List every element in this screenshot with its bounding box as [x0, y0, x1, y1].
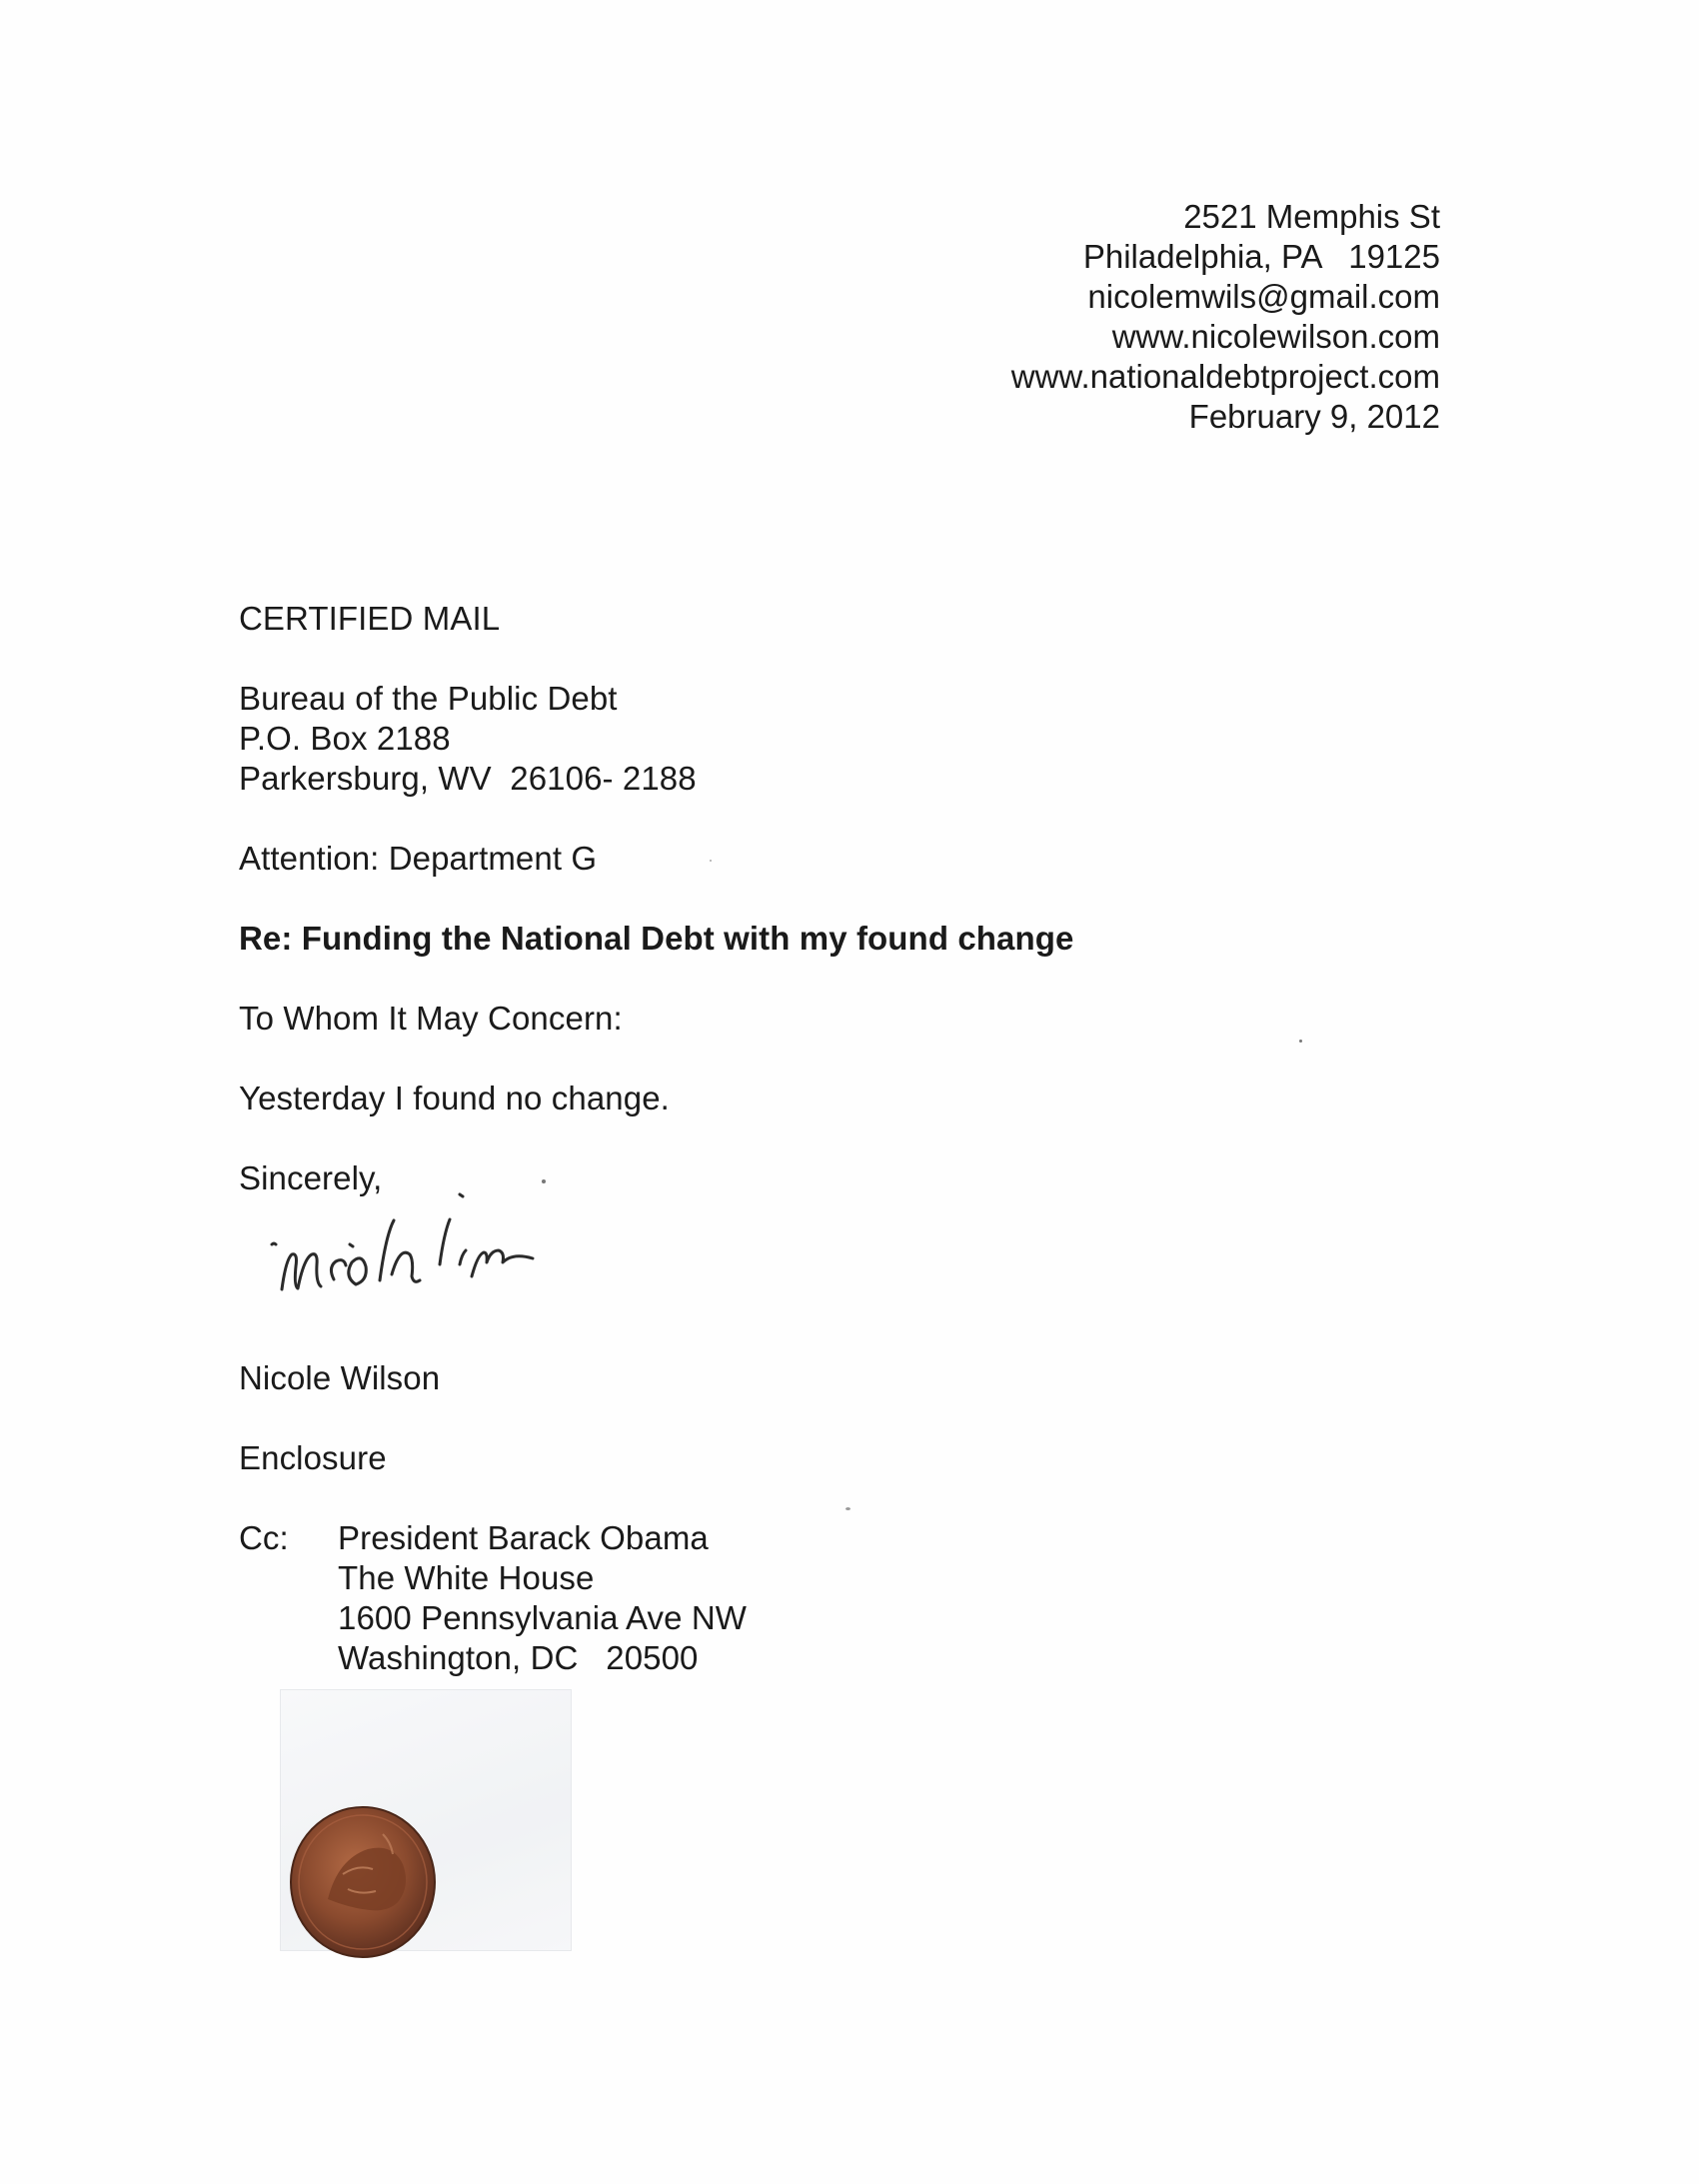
paper-speck	[846, 1507, 850, 1510]
sender-website-2: www.nationaldebtproject.com	[1010, 358, 1440, 395]
sender-street: 2521 Memphis St	[1183, 198, 1440, 235]
certified-mail-label: CERTIFIED MAIL	[239, 600, 501, 637]
letter-body: Yesterday I found no change.	[239, 1080, 670, 1116]
recipient-city-state-zip: Parkersburg, WV 26106- 2188	[239, 760, 697, 797]
cc-street: 1600 Pennsylvania Ave NW	[338, 1599, 748, 1636]
penny-coin-icon	[288, 1804, 438, 1959]
salutation: To Whom It May Concern:	[239, 1000, 623, 1037]
sender-website-1: www.nicolewilson.com	[1111, 318, 1440, 355]
handwritten-signature-icon	[260, 1184, 660, 1304]
paper-speck	[710, 860, 712, 862]
subject-line: Re: Funding the National Debt with my found change	[239, 920, 1074, 957]
cc-city-state-zip: Washington, DC 20500	[338, 1639, 699, 1676]
cc-organization: The White House	[338, 1559, 595, 1596]
recipient-address-block	[239, 679, 697, 799]
signer-name: Nicole Wilson	[239, 1359, 441, 1396]
cc-address-block	[338, 1518, 747, 1678]
recipient-name: Bureau of the Public Debt	[239, 680, 618, 717]
closing: Sincerely,	[239, 1159, 383, 1196]
sender-email: nicolemwils@gmail.com	[1087, 278, 1440, 315]
sender-city-state-zip: Philadelphia, PA 19125	[1082, 238, 1440, 275]
letter-date: February 9, 2012	[1188, 398, 1440, 435]
enclosure-note: Enclosure	[239, 1439, 387, 1476]
cc-label: Cc:	[239, 1519, 289, 1556]
paper-speck	[542, 1179, 546, 1183]
paper-speck	[1299, 1040, 1302, 1043]
sender-address-block	[1011, 197, 1440, 437]
recipient-po-box: P.O. Box 2188	[239, 720, 451, 757]
cc-name: President Barack Obama	[338, 1519, 709, 1556]
attention-line: Attention: Department G	[239, 840, 598, 877]
